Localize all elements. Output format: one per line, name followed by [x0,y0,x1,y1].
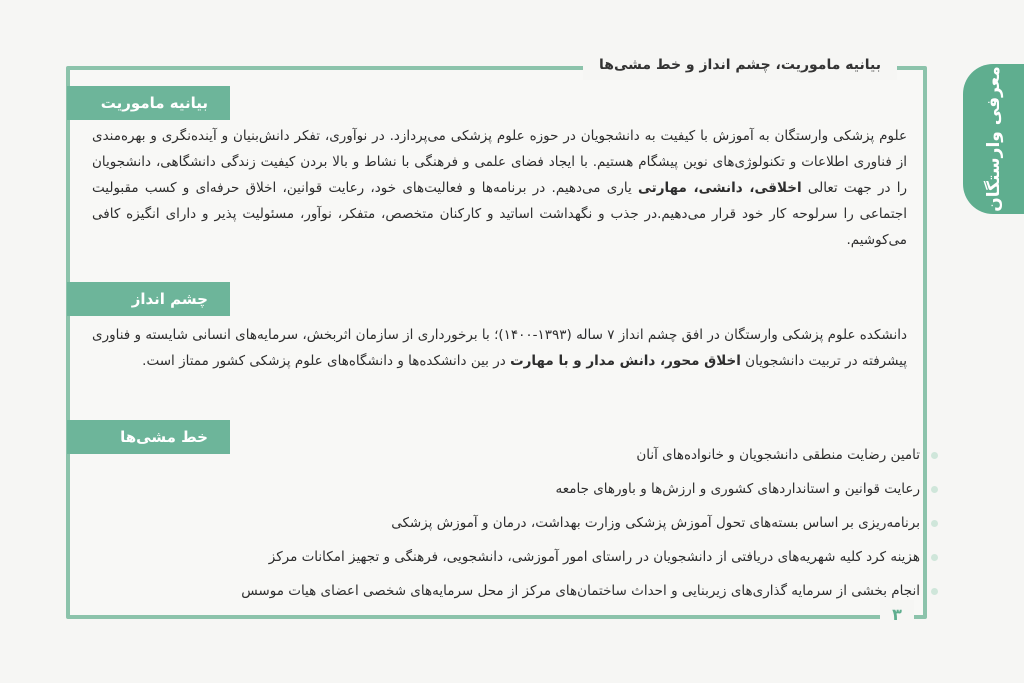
mission-paragraph [92,123,907,253]
vision-text-1: دانشکده علوم پزشکی وارستگان در افق چشم انداز ۷ ساله (۱۳۹۳-۱۴۰۰)؛ با برخورداری از سازمان اثربخش، سرمایه‌های انسانی شایسته و فناوری پیشرفته در تربیت دانشجویان [92,327,907,369]
side-section-tab [963,64,1024,214]
vision-text-bold: اخلاق محور، دانش مدار و با مهارت [510,353,741,369]
policies-heading: خط مشی‌ها [67,420,230,454]
mission-text-1: علوم پزشکی وارستگان به آموزش با کیفیت به دانشجویان در حوزه علوم پزشکی می‌پردازد. در نوآوری، تفکر دانش‌بنیان و آینده‌نگری و بهره‌مندی از فناوری اطلاعات و تکنولوژی‌های نوین پیشگام هستیم. با ایجاد فضای علمی و فرهنگی با نشاط و بالا بردن کیفیت زندگی دانشگاهی، دانشجویان را در جهت تعالی [92,128,908,196]
list-item: انجام بخشی از سرمایه گذاری‌های زیربنایی و احداث ساختمان‌های مرکز از محل سرمایه‌های شخصی اعضای هیات موسس [110,574,940,608]
page-title: بیانیه ماموریت، چشم انداز و خط مشی‌ها [583,50,897,80]
bullet-dot-icon [931,452,938,459]
bullet-dot-icon [931,554,938,561]
vision-paragraph [92,322,907,374]
page-number: ۳ [880,600,914,630]
list-item: برنامه‌ریزی بر اساس بسته‌های تحول آموزش پزشکی وزارت بهداشت، درمان و آموزش پزشکی [110,506,940,540]
bullet-dot-icon [931,486,938,493]
side-tab-label: معرفی وارستگان [983,66,1004,212]
vision-text-2: در بین دانشکده‌ها و دانشگاه‌های علوم پزشکی کشور ممتاز است. [142,353,511,369]
mission-text-2: یاری می‌دهیم. در برنامه‌ها و فعالیت‌های خود، رعایت قوانین، اخلاق حرفه‌ای و کسب مقبولیت اجتماعی را سرلوحه کار خود قرار می‌دهیم.در جذب و نگهداشت اساتید و کارکنان متخصص، متفکر، نوآور، مسئولیت پذیر و دارای انگیزه کافی می‌کوشیم. [92,180,907,248]
bullet-dot-icon [931,588,938,595]
bullet-dot-icon [931,520,938,527]
policies-list [110,438,940,608]
mission-heading: بیانیه ماموریت [67,86,230,120]
list-item: رعایت قوانین و استانداردهای کشوری و ارزش‌ها و باورهای جامعه [110,472,940,506]
vision-heading: چشم انداز [67,282,230,316]
mission-text-bold: اخلاقی، دانشی، مهارتی [638,180,802,196]
list-item: تامین رضایت منطقی دانشجویان و خانواده‌های آنان [110,438,940,472]
list-item: هزینه کرد کلیه شهریه‌های دریافتی از دانشجویان در راستای امور آموزشی، دانشجویی، فرهنگی و تجهیز امکانات مرکز [110,540,940,574]
